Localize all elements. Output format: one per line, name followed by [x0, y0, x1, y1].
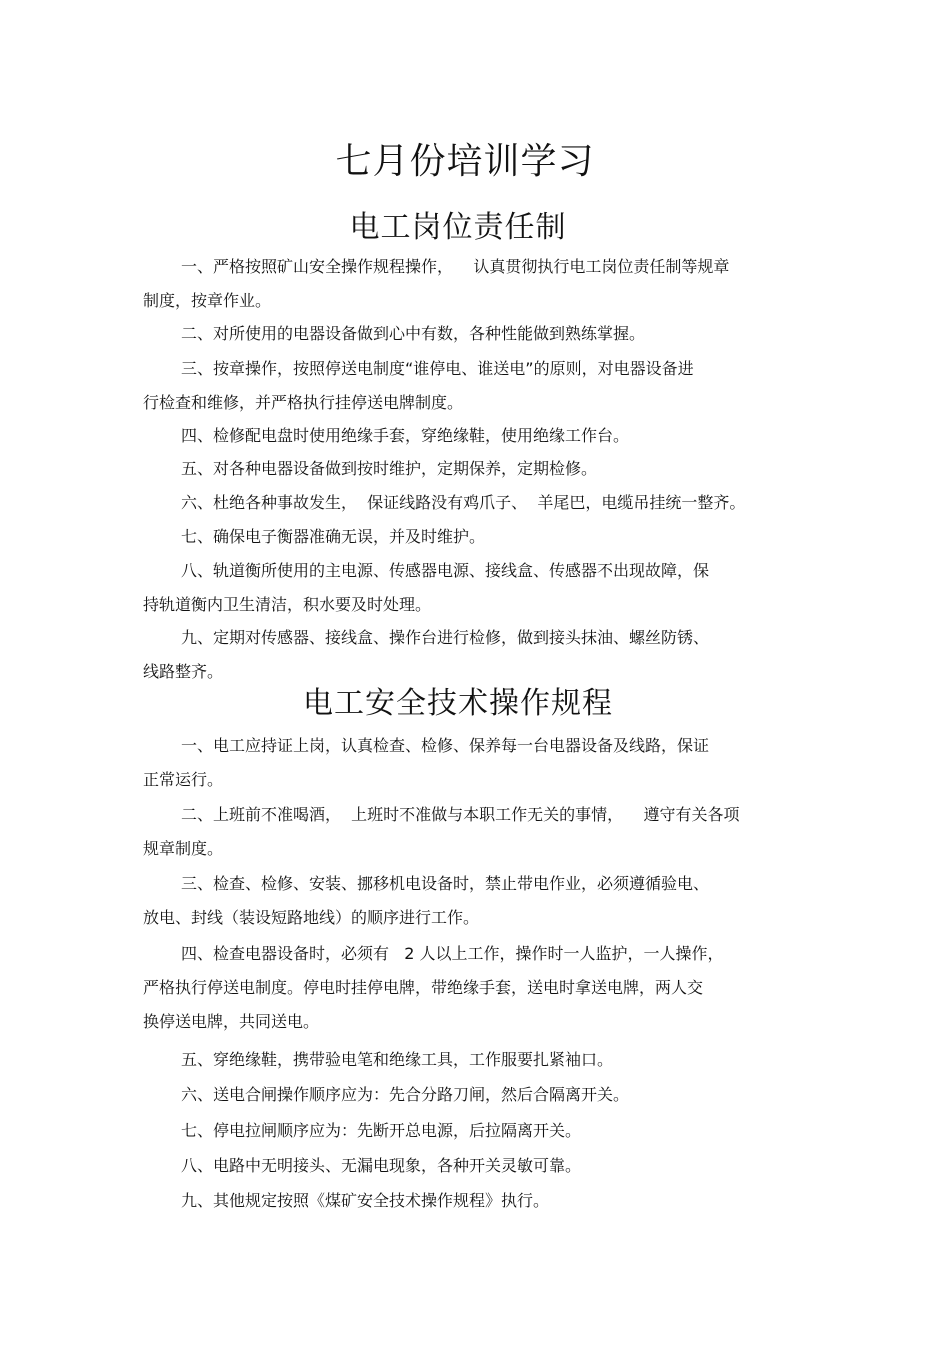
paragraph-line: 四、检查电器设备时，必须有 2 人以上工作，操作时一人监护，一人操作， [181, 944, 724, 963]
paragraph-line: 换停送电牌，共同送电。 [143, 1012, 320, 1031]
paragraph-line: 六、杜绝各种事故发生， 保证线路没有鸡爪子、 羊尾巴，电缆吊挂统一整齐。 [181, 493, 746, 512]
paragraph-line: 五、对各种电器设备做到按时维护，定期保养，定期检修。 [181, 459, 598, 478]
paragraph-line: 九、定期对传感器、接线盒、操作台进行检修，做到接头抹油、螺丝防锈、 [181, 628, 710, 647]
procedure-item-6 [143, 1078, 813, 1112]
procedure-item-1 [143, 729, 813, 797]
paragraph-line: 二、上班前不准喝酒， 上班时不准做与本职工作无关的事情， 遵守有关各项 [181, 805, 740, 824]
procedure-item-8 [143, 1149, 813, 1183]
procedure-item-5 [143, 1043, 813, 1077]
responsibility-item-6 [143, 486, 813, 520]
procedure-item-2 [143, 798, 813, 866]
paragraph-line: 行检查和维修，并严格执行挂停送电牌制度。 [143, 393, 464, 412]
page-title: 七月份培训学习 [335, 141, 595, 182]
section-heading-job-responsibility: 电工岗位责任制 [349, 210, 567, 245]
responsibility-item-5 [143, 452, 813, 486]
paragraph-line: 正常运行。 [143, 770, 224, 789]
paragraph-line: 八、电路中无明接头、无漏电现象，各种开关灵敏可靠。 [181, 1156, 582, 1175]
procedure-item-3 [143, 867, 813, 935]
paragraph-line: 九、其他规定按照《煤矿安全技术操作规程》执行。 [181, 1191, 550, 1210]
paragraph-line: 严格执行停送电制度。停电时挂停电牌，带绝缘手套，送电时拿送电牌，两人交 [143, 978, 704, 997]
paragraph-line: 六、送电合闸操作顺序应为：先合分路刀闸，然后合隔离开关。 [181, 1085, 630, 1104]
paragraph-line: 制度，按章作业。 [143, 291, 272, 310]
paragraph-line: 二、对所使用的电器设备做到心中有数，各种性能做到熟练掌握。 [181, 324, 646, 343]
paragraph-line: 八、轨道衡所使用的主电源、传感器电源、接线盒、传感器不出现故障，保 [181, 561, 710, 580]
paragraph-line: 一、电工应持证上岗，认真检查、检修、保养每一台电器设备及线路，保证 [181, 736, 710, 755]
responsibility-item-3 [143, 352, 813, 420]
paragraph-line: 三、按章操作，按照停送电制度“谁停电、谁送电”的原则，对电器设备进 [181, 359, 694, 378]
responsibility-item-9 [143, 621, 813, 689]
responsibility-item-7 [143, 520, 813, 554]
responsibility-item-4 [143, 419, 813, 453]
section-heading-safety-procedure: 电工安全技术操作规程 [303, 686, 613, 721]
paragraph-line: 放电、封线（装设短路地线）的顺序进行工作。 [143, 908, 480, 927]
paragraph-line: 一、严格按照矿山安全操作规程操作， 认真贯彻执行电工岗位责任制等规章 [181, 257, 730, 276]
paragraph-line: 七、停电拉闸顺序应为：先断开总电源，后拉隔离开关。 [181, 1121, 582, 1140]
procedure-item-4 [143, 937, 813, 1039]
responsibility-item-1 [143, 250, 813, 318]
responsibility-item-2 [143, 317, 813, 351]
paragraph-line: 规章制度。 [143, 839, 224, 858]
paragraph-line: 持轨道衡内卫生清洁，积水要及时处理。 [143, 595, 432, 614]
paragraph-line: 四、检修配电盘时使用绝缘手套，穿绝缘鞋，使用绝缘工作台。 [181, 426, 630, 445]
paragraph-line: 五、穿绝缘鞋，携带验电笔和绝缘工具，工作服要扎紧袖口。 [181, 1050, 614, 1069]
paragraph-line: 三、检查、检修、安装、挪移机电设备时，禁止带电作业，必须遵循验电、 [181, 874, 710, 893]
procedure-item-7 [143, 1114, 813, 1148]
paragraph-line: 七、确保电子衡器准确无误，并及时维护。 [181, 527, 486, 546]
procedure-item-9 [143, 1184, 813, 1218]
paragraph-line: 线路整齐。 [143, 662, 224, 681]
responsibility-item-8 [143, 554, 813, 622]
